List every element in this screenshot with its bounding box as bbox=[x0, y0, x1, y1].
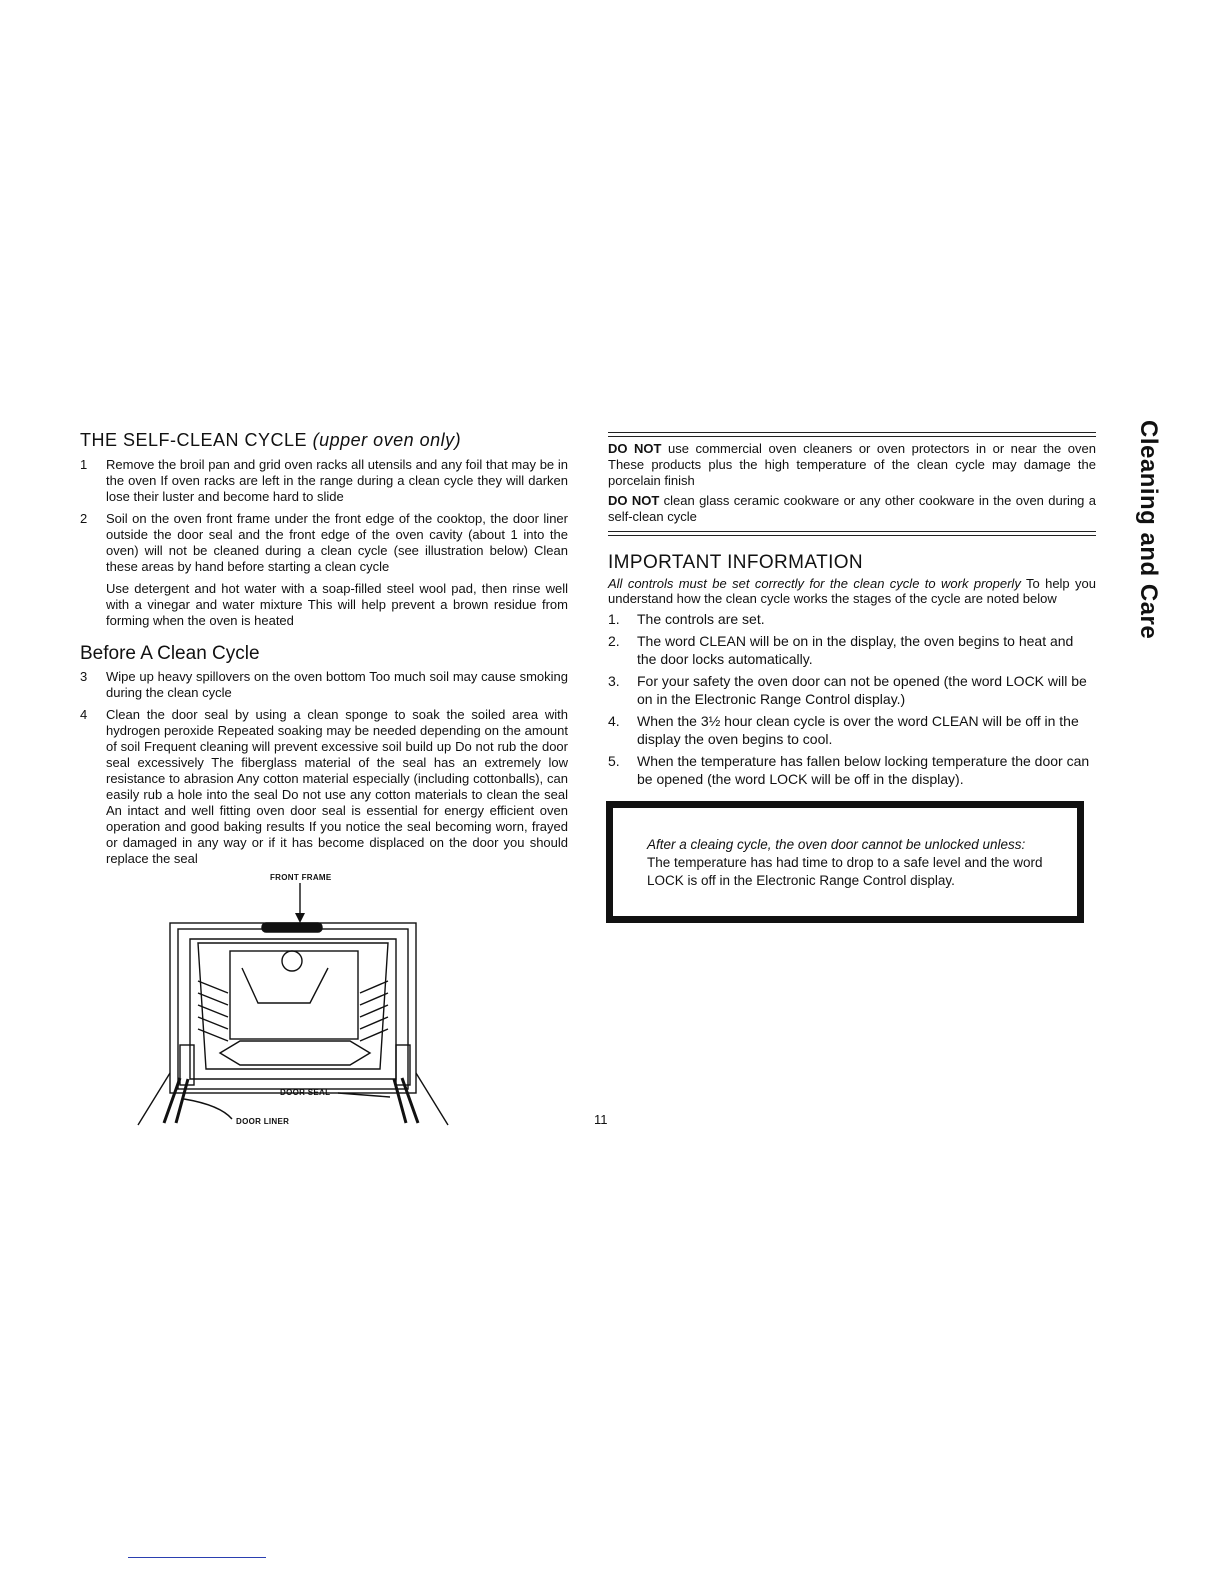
important-info-title: IMPORTANT INFORMATION bbox=[608, 552, 864, 573]
list-item: 3. For your safety the oven door can not be opened (the word LOCK will be on in the Electronic Range Control display.) bbox=[608, 673, 1087, 707]
label-door-liner: DOOR LINER bbox=[236, 1117, 290, 1126]
notice-line-2: The temperature has had time to drop to a safe level and the word LOCK is off in the Electronic Range Control display. bbox=[647, 855, 1043, 888]
left-column bbox=[80, 430, 568, 1135]
warning-oven-cleaners: DO NOT use commercial oven cleaners or oven protectors in or near the oven These products plus the high temperature of the clean cycle may damage the porcelain finish bbox=[608, 441, 1096, 488]
warning-cookware: DO NOT clean glass ceramic cookware or any other cookware in the oven during a self-clean cycle bbox=[608, 493, 1096, 524]
label-door-seal: DOOR SEAL bbox=[280, 1088, 331, 1097]
subtitle-before-clean-cycle: Before A Clean Cycle bbox=[80, 643, 260, 664]
list-item: 4 Clean the door seal by using a clean sponge to soak the soiled area with hydrogen peroxide Repeated soaking may be needed depending on the amount of soil Frequent cleaning will prevent excessive soil build up Do not rub the door seal excessively The fiberglass material of the seal has an extremely low resistance to abrasion Any cotton material especially (including cottonballs), can easily rub a hole into the seal Do not use any cotton materials to clean the seal An intact and well fitting oven door seal is essential for energy efficient oven operation and good baking results If you notice the seal becoming worn, frayed or damaged in any way or if it has become displaced on the door you should replace the seal bbox=[80, 707, 568, 866]
page-number: 11 bbox=[594, 1112, 608, 1127]
cleaning-instructions: Use detergent and hot water with a soap-filled steel wool pad, then rinse well with a vinegar and water mixture This will help prevent a brown residue from forming when the oven is heated bbox=[106, 581, 568, 628]
section-title-self-clean: THE SELF-CLEAN CYCLE (upper oven only) bbox=[80, 430, 462, 450]
important-info-intro: All controls must be set correctly for the clean cycle to work properly To help you understand how the clean cycle works the stages of the cycle are noted below bbox=[608, 576, 1097, 606]
oven-cavity-opening bbox=[190, 939, 396, 1079]
bottom-element bbox=[220, 1041, 370, 1065]
door-liner-right bbox=[416, 1073, 448, 1125]
list-item: 1. The controls are set. bbox=[608, 611, 765, 627]
divider bbox=[608, 535, 1096, 536]
unlock-notice-box bbox=[606, 801, 1084, 923]
list-item: 2 Soil on the oven front frame under the front edge of the cooktop, the door liner outside the door seal and the front edge of the oven cavity (about 1 into the oven) will not be cleaned during a clean cycle (see illustration below) Clean these areas by hand before starting a clean cycle bbox=[80, 511, 568, 574]
list-item: 5. When the temperature has fallen below locking temperature the door can be opened (the word LOCK will be off in the display). bbox=[608, 753, 1090, 787]
list-item: 1 Remove the broil pan and grid oven racks all utensils and any foil that may be in the oven If oven racks are left in the range during a clean cycle they will darken lose their luster and become hard to slide bbox=[80, 457, 568, 504]
divider bbox=[608, 432, 1096, 433]
bake-element bbox=[242, 968, 328, 1003]
side-tab-label: Cleaning and Care bbox=[1135, 420, 1162, 640]
list-item: 4. When the 3½ hour clean cycle is over the word CLEAN will be off in the display the oven begins to cool. bbox=[608, 713, 1079, 747]
footer-rule bbox=[128, 1557, 266, 1558]
notice-line-1: After a cleaing cycle, the oven door cannot be unlocked unless: bbox=[647, 837, 1026, 852]
divider bbox=[608, 436, 1096, 437]
vent-handle bbox=[262, 923, 322, 932]
label-front-frame: FRONT FRAME bbox=[270, 873, 332, 882]
arrow-head bbox=[295, 913, 305, 923]
oven-illustration bbox=[80, 873, 568, 1135]
oven-cavity bbox=[198, 943, 388, 1069]
oven-back-wall bbox=[230, 951, 358, 1039]
list-item: 2. The word CLEAN will be on in the display, the oven begins to heat and the door locks automatically. bbox=[608, 633, 1074, 667]
list-item: 3 Wipe up heavy spillovers on the oven bottom Too much soil may cause smoking during the clean cycle bbox=[80, 669, 568, 700]
door-liner-pointer bbox=[184, 1099, 232, 1119]
section-side-tab bbox=[1126, 420, 1162, 680]
divider bbox=[608, 531, 1096, 532]
light-fixture bbox=[282, 951, 302, 971]
right-column bbox=[608, 432, 1096, 792]
